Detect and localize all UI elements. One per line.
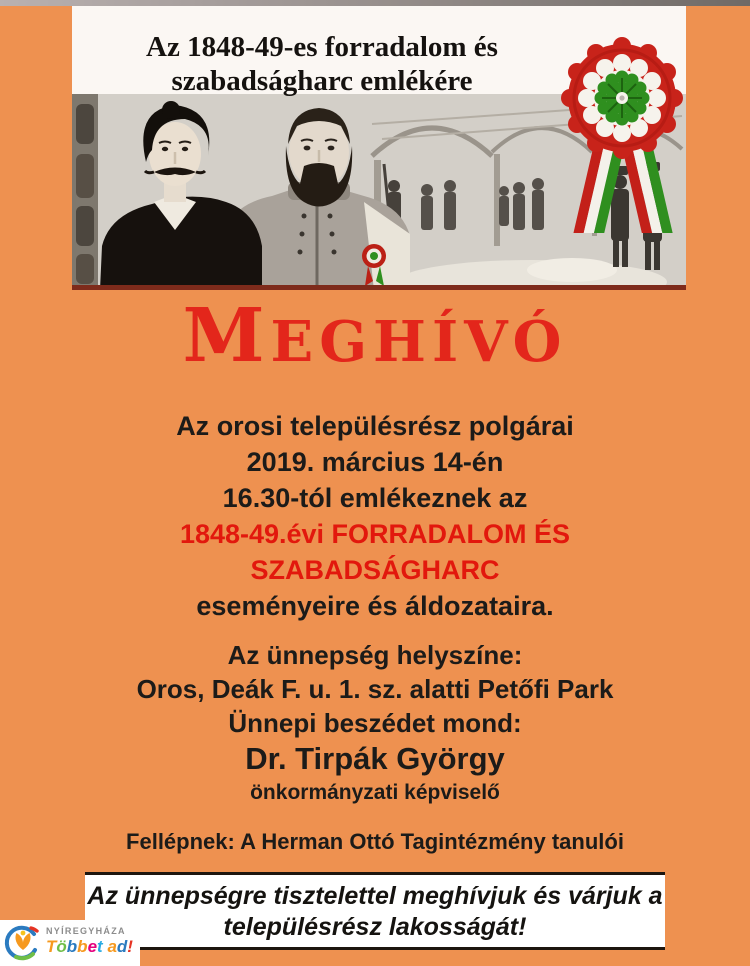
speaker-name: Dr. Tirpák György [245,741,505,776]
logo-city-label: NYÍREGYHÁZA [46,926,126,936]
intro-line-highlight: SZABADSÁGHARC [250,555,500,585]
header-banner [72,6,686,290]
intro-line: 2019. március 14-én [246,447,504,477]
logo-text [46,925,133,957]
speaker-role: önkormányzati képviselő [250,781,500,804]
nyiregyhaza-logo-icon [4,924,42,962]
venue-line: Ünnepi beszédet mond: [228,708,522,738]
invitation-line: településrész lakosságát! [223,913,527,941]
invitation-line: Az ünnepségre tisztelettel meghívjuk és várjuk a [87,882,663,910]
hungarian-cockade-icon [560,18,684,233]
intro-line: eseményeire és áldozataira. [196,591,554,621]
intro-line-highlight: 1848-49.évi FORRADALOM ÉS [179,519,571,549]
venue-line: Az ünnepség helyszíne: [227,640,523,670]
invitation-heading: MEGHÍVÓ [182,293,568,379]
venue-line: Oros, Deák F. u. 1. sz. alatti Petőfi Park [136,674,614,704]
event-intro [0,408,750,624]
venue-block [0,638,750,740]
intro-line: Az orosi településrész polgárai [176,411,574,441]
performers-line: Fellépnek: A Herman Ottó Tagintézmény tanulói [126,829,624,854]
intro-line: 16.30-tól emlékeznek az [222,483,528,513]
logo-tagline: Többet ad! [46,937,133,956]
banner-title: Az 1848-49-es forradalom és szabadságharc emlékére [146,31,498,97]
nyiregyhaza-logo [0,920,140,966]
invitation-box [85,872,665,950]
